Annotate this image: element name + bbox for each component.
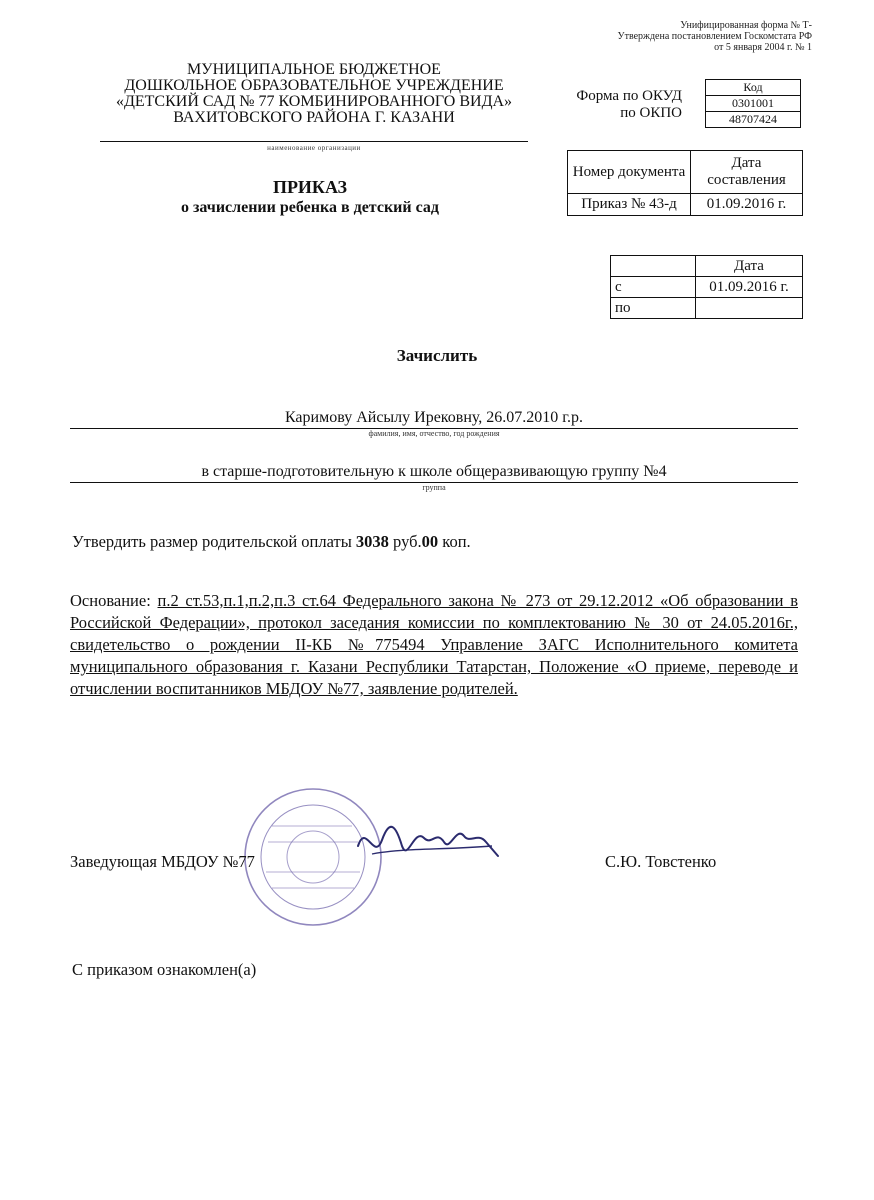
org-line3: «ДЕТСКИЙ САД № 77 КОМБИНИРОВАННОГО ВИДА» <box>115 93 513 110</box>
form-note <box>618 20 813 53</box>
okpo-label: по ОКПО <box>620 105 682 121</box>
doc-number: Приказ № 43-д <box>568 194 691 216</box>
period-from-label: с <box>611 277 696 298</box>
org-underline <box>100 141 528 142</box>
title-main: ПРИКАЗ <box>272 177 348 197</box>
child-caption: фамилия, имя, отчество, год рождения <box>368 429 500 438</box>
form-note-line3: от 5 января 2004 г. № 1 <box>714 42 812 53</box>
organization-name <box>100 62 528 126</box>
doc-date-header: Дата составления <box>691 151 803 194</box>
order-verb: Зачислить <box>396 346 478 365</box>
fee-rub: 3038 <box>355 532 389 551</box>
fee-kop-label: коп. <box>438 532 471 551</box>
group-line <box>70 462 798 483</box>
child-line <box>70 408 798 429</box>
document-title <box>120 176 500 218</box>
okpo-code: 48707424 <box>706 112 801 128</box>
document-table <box>567 150 803 216</box>
basis-paragraph <box>70 590 798 700</box>
code-labels <box>560 88 682 122</box>
fee-kop: 00 <box>421 532 439 551</box>
form-note-line2: Утверждена постановлением Госкомстата РФ <box>617 31 812 42</box>
org-caption: наименование организации <box>267 144 361 152</box>
period-to-label: по <box>611 298 696 319</box>
period-to-value <box>696 298 803 319</box>
period-date-header: Дата <box>696 256 803 277</box>
form-note-line1: Унифицированная форма № Т- <box>680 20 812 31</box>
okud-code: 0301001 <box>706 96 801 112</box>
basis-text: п.2 ст.53,п.1,п.2,п.3 ст.64 Федерального закона № 273 от 29.12.2012 «Об образовании в Российской Федерации», протокол заседания комиссии по комплектованию № 30 от 24.05.2016г., свидетельство о рождении II-КБ №775494 Управление ЗАГС Исполнительного комитета муниципального образования г. Казани Республики Татарстан, Положение «О приеме, переводе и отчислении воспитанников МБДОУ №77, заявление родителей. <box>70 591 798 698</box>
title-sub: о зачислении ребенка в детский сад <box>181 199 439 216</box>
fee-rub-label: руб. <box>388 532 422 551</box>
fee-prefix: Утвердить размер родительской оплаты <box>72 532 356 551</box>
org-line2: ДОШКОЛЬНОЕ ОБРАЗОВАТЕЛЬНОЕ УЧРЕЖДЕНИЕ <box>124 77 504 94</box>
period-from-value: 01.09.2016 г. <box>696 277 803 298</box>
okud-label: Форма по ОКУД <box>576 88 682 104</box>
fee-paragraph <box>72 532 798 552</box>
period-empty-header <box>611 256 696 277</box>
code-header: Код <box>706 80 801 96</box>
group-name: в старше-подготовительную к школе общеразвивающую группу №4 <box>201 463 667 480</box>
acknowledgment: С приказом ознакомлен(а) <box>72 960 257 979</box>
group-caption: группа <box>422 483 446 492</box>
doc-number-header: Номер документа <box>568 151 691 194</box>
org-line4: ВАХИТОВСКОГО РАЙОНА Г. КАЗАНИ <box>173 109 455 126</box>
signature-position: Заведующая МБДОУ №77 <box>70 852 255 871</box>
period-table <box>610 255 803 319</box>
signature-name: С.Ю. Товстенко <box>605 852 717 871</box>
code-table <box>705 79 801 128</box>
org-line1: МУНИЦИПАЛЬНОЕ БЮДЖЕТНОЕ <box>187 61 441 78</box>
doc-date: 01.09.2016 г. <box>691 194 803 216</box>
handwritten-signature-icon <box>352 812 502 872</box>
child-name: Каримову Айсылу Ирековну, 26.07.2010 г.р. <box>284 409 584 426</box>
basis-label: Основание: <box>70 591 158 610</box>
